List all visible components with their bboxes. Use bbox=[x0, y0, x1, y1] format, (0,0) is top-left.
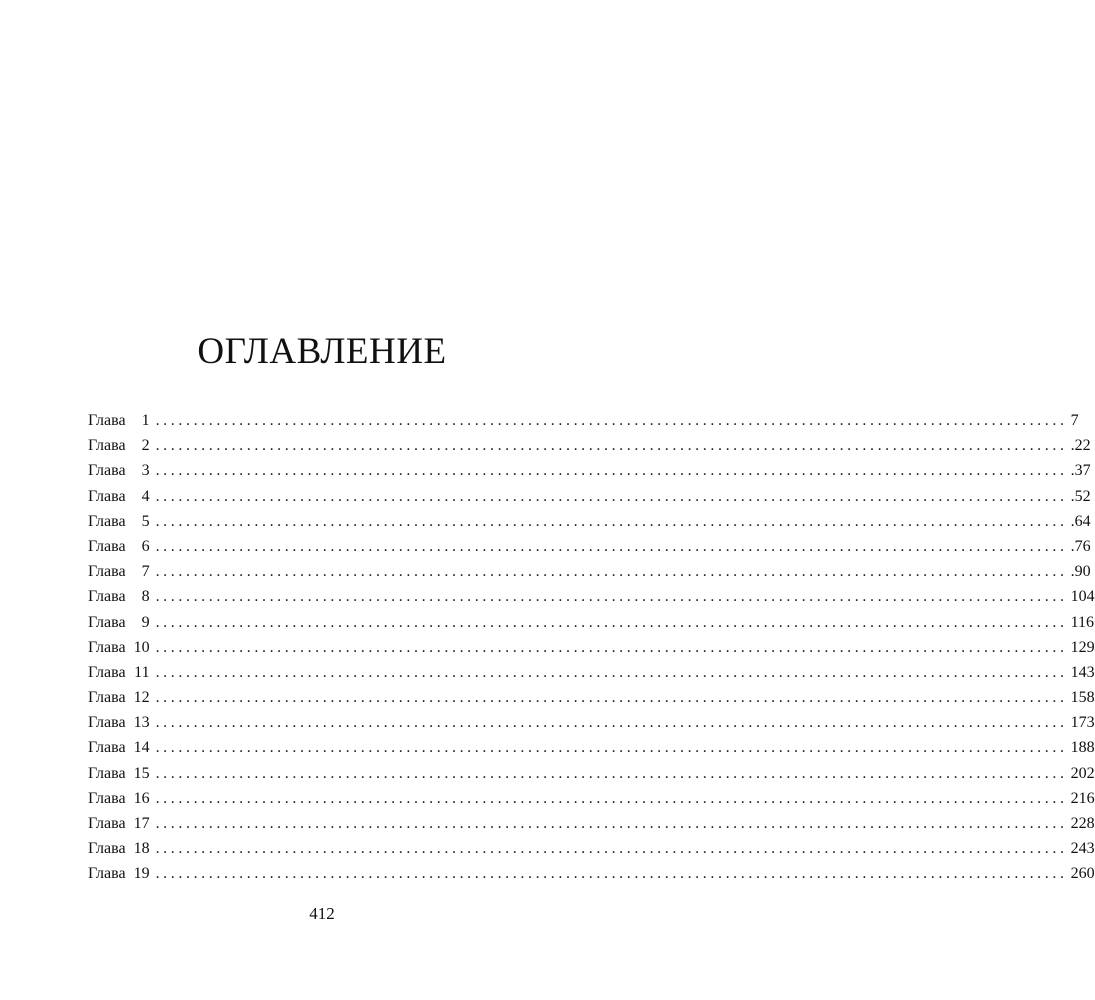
toc-dot-leader: ........................................................................................................................ bbox=[155, 714, 1068, 732]
toc-entry-page: 173 bbox=[1070, 714, 1095, 732]
toc-entry bbox=[88, 408, 1079, 433]
toc-entry bbox=[88, 761, 1095, 786]
toc-entry-chapter-number: 13 bbox=[133, 714, 150, 732]
toc-entry-label: Глава bbox=[88, 789, 126, 807]
toc-entry-page: .90 bbox=[1070, 563, 1091, 581]
toc-dot-leader: ........................................................................................................................ bbox=[155, 462, 1068, 480]
toc-entry-page: 158 bbox=[1070, 689, 1095, 707]
toc-entry bbox=[88, 786, 1095, 811]
page-number: 412 bbox=[309, 904, 335, 923]
toc-entry bbox=[88, 635, 1095, 660]
toc-entry-label: Глава bbox=[88, 512, 126, 530]
toc-entry-label: Глава bbox=[88, 638, 126, 656]
toc-entry-page: .22 bbox=[1070, 437, 1091, 455]
toc-entry-page: .37 bbox=[1070, 462, 1091, 480]
toc-entry bbox=[88, 484, 1091, 509]
toc-entry-label: Глава bbox=[88, 412, 126, 429]
toc-entry bbox=[88, 710, 1095, 735]
toc-entry-label: Глава bbox=[88, 815, 126, 832]
toc-entry-page: .76 bbox=[1070, 537, 1091, 555]
toc-entry bbox=[88, 610, 1094, 635]
toc-dot-leader: ........................................................................................................................ bbox=[155, 412, 1068, 429]
toc-entry-label: Глава bbox=[88, 537, 126, 555]
toc-entry bbox=[88, 584, 1095, 609]
toc-dot-leader: ........................................................................................................................ bbox=[155, 739, 1068, 757]
toc-dot-leader: ........................................................................................................................ bbox=[155, 764, 1068, 782]
toc-entry-page: 260 bbox=[1070, 865, 1095, 883]
toc-entry-chapter-number: 3 bbox=[141, 462, 150, 480]
toc-entry bbox=[88, 811, 1095, 836]
toc-dot-leader: ........................................................................................................................ bbox=[155, 789, 1068, 807]
toc-entry bbox=[88, 735, 1095, 760]
table-of-contents bbox=[88, 408, 1095, 887]
toc-dot-leader: ........................................................................................................................ bbox=[155, 613, 1068, 631]
toc-entry-label: Глава bbox=[88, 563, 126, 581]
toc-entry bbox=[88, 660, 1095, 685]
toc-entry-label: Глава bbox=[88, 689, 126, 707]
toc-entry bbox=[88, 861, 1095, 886]
toc-entry bbox=[88, 559, 1091, 584]
toc-entry-page: 188 bbox=[1070, 739, 1095, 757]
toc-entry-chapter-number: 5 bbox=[141, 512, 150, 530]
toc-dot-leader: ........................................................................................................................ bbox=[155, 689, 1068, 707]
toc-entry-page: 116 bbox=[1070, 613, 1094, 631]
toc-dot-leader: ........................................................................................................................ bbox=[155, 663, 1068, 681]
toc-entry bbox=[88, 458, 1091, 483]
toc-entry-chapter-number: 16 bbox=[133, 789, 150, 807]
toc-entry-label: Глава bbox=[88, 613, 126, 631]
toc-entry-label: Глава bbox=[88, 437, 126, 455]
toc-entry-chapter-number: 17 bbox=[133, 815, 150, 832]
toc-entry-chapter-number: 7 bbox=[141, 563, 150, 581]
toc-entry-page: 243 bbox=[1070, 840, 1095, 858]
toc-entry-chapter-number: 19 bbox=[133, 865, 150, 883]
toc-entry-label: Глава bbox=[88, 462, 126, 480]
toc-entry-page: 104 bbox=[1070, 588, 1095, 606]
toc-entry-chapter-number: 11 bbox=[134, 663, 150, 681]
toc-entry-chapter-number: 8 bbox=[141, 588, 150, 606]
toc-entry-chapter-number: 14 bbox=[133, 739, 150, 757]
toc-entry-chapter-number: 15 bbox=[133, 764, 150, 782]
toc-entry-label: Глава bbox=[88, 714, 126, 732]
page-title: ОГЛАВЛЕНИЕ bbox=[197, 331, 447, 372]
toc-entry-chapter-number: 6 bbox=[141, 537, 150, 555]
toc-dot-leader: ........................................................................................................................ bbox=[155, 563, 1068, 581]
toc-entry-page: 129 bbox=[1070, 638, 1095, 656]
toc-entry-chapter-number: 12 bbox=[133, 689, 150, 707]
toc-dot-leader: ........................................................................................................................ bbox=[155, 638, 1068, 656]
toc-entry-page: 228 bbox=[1070, 815, 1095, 832]
toc-entry-chapter-number: 4 bbox=[141, 487, 150, 505]
toc-dot-leader: ........................................................................................................................ bbox=[155, 487, 1068, 505]
toc-entry-label: Глава bbox=[88, 865, 126, 883]
toc-entry-label: Глава bbox=[88, 764, 126, 782]
toc-dot-leader: ........................................................................................................................ bbox=[155, 865, 1068, 883]
toc-entry-label: Глава bbox=[88, 663, 126, 681]
toc-entry-label: Глава bbox=[88, 840, 126, 858]
toc-dot-leader: ........................................................................................................................ bbox=[155, 537, 1068, 555]
toc-entry-label: Глава bbox=[88, 739, 126, 757]
toc-entry bbox=[88, 836, 1095, 861]
toc-entry-page: 216 bbox=[1070, 789, 1095, 807]
toc-dot-leader: ........................................................................................................................ bbox=[155, 815, 1068, 832]
toc-entry-chapter-number: 9 bbox=[141, 613, 150, 631]
toc-entry bbox=[88, 433, 1091, 458]
toc-entry-chapter-number: 18 bbox=[133, 840, 150, 858]
toc-dot-leader: ........................................................................................................................ bbox=[155, 512, 1068, 530]
toc-entry bbox=[88, 685, 1095, 710]
toc-entry bbox=[88, 509, 1091, 534]
toc-entry-page: 143 bbox=[1070, 663, 1095, 681]
toc-entry-chapter-number: 2 bbox=[141, 437, 150, 455]
toc-entry-page: .64 bbox=[1070, 512, 1091, 530]
toc-entry-page: .52 bbox=[1070, 487, 1091, 505]
toc-dot-leader: ........................................................................................................................ bbox=[155, 437, 1068, 455]
toc-entry bbox=[88, 534, 1091, 559]
toc-dot-leader: ........................................................................................................................ bbox=[155, 588, 1068, 606]
toc-entry-chapter-number: 1 bbox=[141, 412, 150, 429]
toc-entry-page: 7 bbox=[1070, 412, 1079, 429]
toc-entry-chapter-number: 10 bbox=[133, 638, 150, 656]
toc-dot-leader: ........................................................................................................................ bbox=[155, 840, 1068, 858]
toc-entry-page: 202 bbox=[1070, 764, 1095, 782]
toc-entry-label: Глава bbox=[88, 588, 126, 606]
toc-entry-label: Глава bbox=[88, 487, 126, 505]
